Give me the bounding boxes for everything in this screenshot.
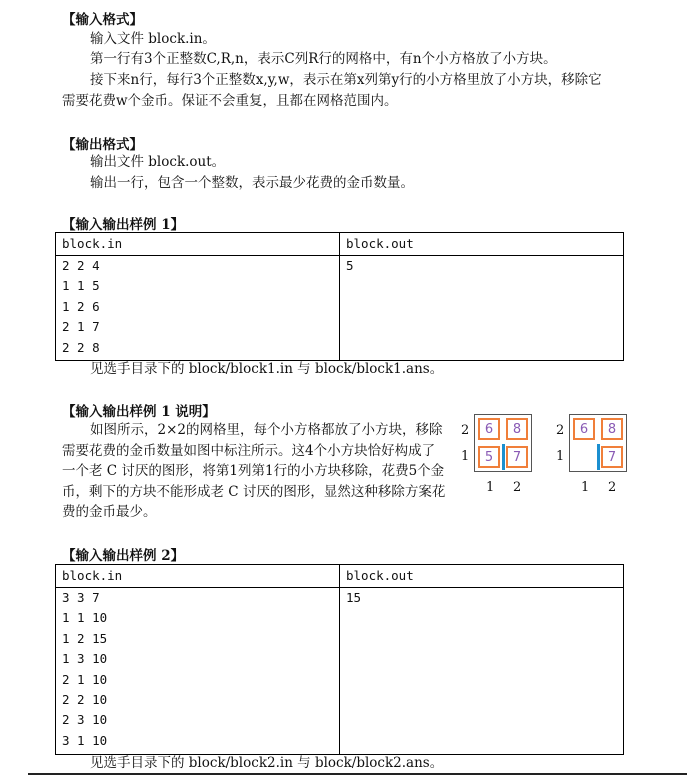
row-label-1: 1 xyxy=(461,449,470,464)
row-label-2: 2 xyxy=(556,423,565,438)
sample1-table xyxy=(55,232,624,361)
sample2-in-line: 1 2 15 xyxy=(62,630,108,646)
sample1-heading: 【输入输出样例 1】 xyxy=(62,217,185,233)
sample2-in-line: 1 3 10 xyxy=(62,651,108,667)
block-cell: 7 xyxy=(506,446,528,468)
sample1-in-line: 2 1 7 xyxy=(62,319,100,335)
sample2-in-line: 3 3 7 xyxy=(62,590,100,605)
sample2-heading: 【输入输出样例 2】 xyxy=(62,548,185,564)
sample2-in-header: block.in xyxy=(56,565,340,588)
block-cell: 6 xyxy=(573,418,595,440)
sample1-in-cell xyxy=(56,256,340,361)
input-format-line3: 接下来n行，每行3个正整数x,y,w，表示在第x列第y行的小方格里放了小方块，移除它 xyxy=(90,72,602,88)
sample2-in-line: 3 1 10 xyxy=(62,732,108,748)
sample2-note: 见选手目录下的 block/block2.in 与 block/block2.ans。 xyxy=(90,755,444,771)
sample2-in-line: 2 1 10 xyxy=(62,671,108,687)
sample1-in-line: 1 1 5 xyxy=(62,278,100,294)
sample2-in-line: 1 1 10 xyxy=(62,610,108,626)
input-format-line1: 输入文件 block.in。 xyxy=(90,31,216,47)
special-edge-marker xyxy=(502,444,505,470)
sample1-out-header: block.out xyxy=(340,233,624,256)
sample1-explain-heading: 【输入输出样例 1 说明】 xyxy=(62,404,216,420)
page-bottom-rule xyxy=(28,773,687,775)
input-format-line4: 需要花费w个金币。保证不会重复，且都在网格范围内。 xyxy=(62,93,398,109)
sample1-explain-line5: 费的金币最少。 xyxy=(62,504,157,520)
col-label-2: 2 xyxy=(513,480,522,495)
block-cell: 7 xyxy=(601,446,623,468)
sample1-explain-line4: 币，剩下的方块不能形成老 C 讨厌的图形，显然这种移除方案花 xyxy=(62,484,446,500)
block-cell: 8 xyxy=(601,418,623,440)
sample1-out-cell xyxy=(340,256,624,361)
sample1-explain-line3: 一个老 C 讨厌的图形，将第1列第1行的小方块移除，花费5个金 xyxy=(62,463,445,479)
sample2-table xyxy=(55,564,624,755)
sample1-explain-line2: 需要花费的金币数量如图中标注所示。这4个小方块恰好构成了 xyxy=(62,443,436,459)
sample2-in-line: 2 3 10 xyxy=(62,712,108,728)
output-format-line1: 输出文件 block.out。 xyxy=(90,154,226,170)
sample1-explain-line1: 如图所示，2×2的网格里，每个小方格都放了小方块，移除 xyxy=(90,422,443,438)
sample2-out-header: block.out xyxy=(340,565,624,588)
block-cell: 6 xyxy=(478,418,500,440)
block-cell: 8 xyxy=(506,418,528,440)
output-format-heading: 【输出格式】 xyxy=(62,137,143,153)
col-label-1: 1 xyxy=(581,480,590,495)
output-format-line2: 输出一行，包含一个整数，表示最少花费的金币数量。 xyxy=(90,175,414,191)
sample1-in-line: 2 2 4 xyxy=(62,258,100,273)
input-format-line2: 第一行有3个正整数C,R,n，表示C列R行的网格中，有n个小方格放了小方块。 xyxy=(90,51,557,67)
col-label-2: 2 xyxy=(608,480,617,495)
sample1-in-line: 1 2 6 xyxy=(62,298,100,314)
grid-figure-after xyxy=(553,414,633,498)
grid-figure-before xyxy=(458,414,538,498)
sample1-note: 见选手目录下的 block/block1.in 与 block/block1.ans。 xyxy=(90,361,444,377)
sample1-in-header: block.in xyxy=(56,233,340,256)
sample2-in-line: 2 2 10 xyxy=(62,691,108,707)
sample2-out-cell xyxy=(340,588,624,755)
row-label-2: 2 xyxy=(461,423,470,438)
block-cell: 5 xyxy=(478,446,500,468)
sample2-out-line: 15 xyxy=(346,590,362,605)
special-edge-marker xyxy=(597,444,600,470)
sample2-in-cell xyxy=(56,588,340,755)
row-label-1: 1 xyxy=(556,449,565,464)
sample1-out-line: 5 xyxy=(346,258,354,273)
sample1-in-line: 2 2 8 xyxy=(62,339,100,355)
input-format-heading: 【输入格式】 xyxy=(62,12,143,28)
col-label-1: 1 xyxy=(486,480,495,495)
